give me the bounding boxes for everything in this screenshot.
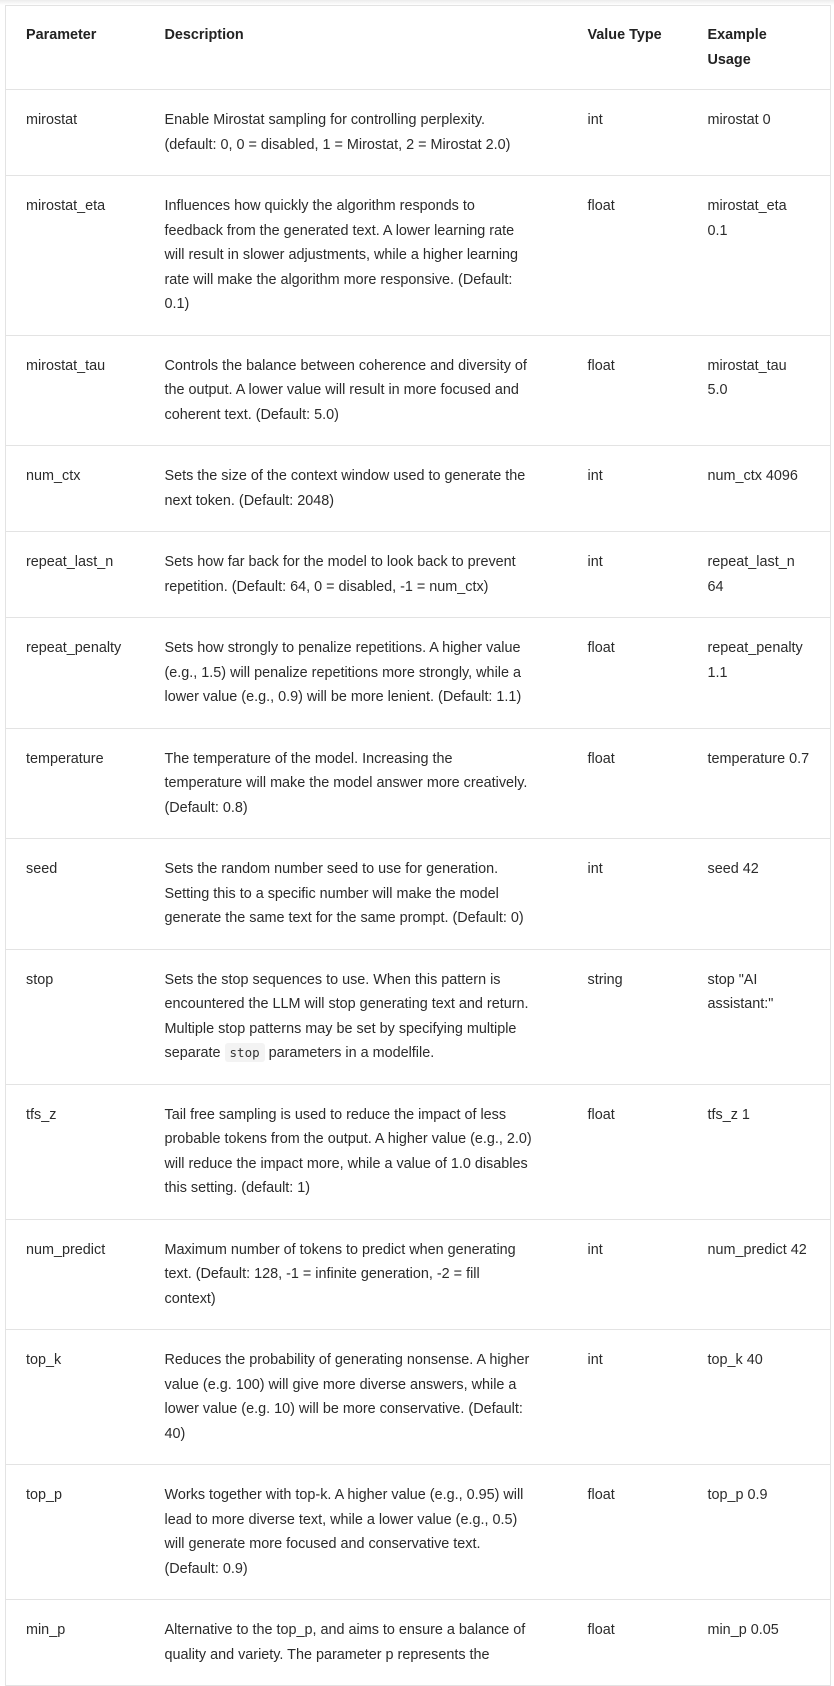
- cell-description: Sets the random number seed to use for generation. Setting this to a specific number will make the model generate the same text for the same prompt. (Default: 0): [145, 839, 568, 950]
- cell-description: Sets the size of the context window used to generate the next token. (Default: 2048): [145, 446, 568, 532]
- cell-example: mirostat_eta 0.1: [688, 176, 831, 336]
- cell-example: repeat_penalty 1.1: [688, 618, 831, 729]
- cell-description: Alternative to the top_p, and aims to ensure a balance of quality and variety. The parameter p represents the: [145, 1600, 568, 1686]
- cell-value-type: int: [568, 446, 688, 532]
- table-row: [6, 949, 831, 1084]
- table-row: [6, 532, 831, 618]
- description-text: Sets the stop sequences to use. When this pattern is encountered the LLM will stop generating text and return. Multiple stop patterns may be set by specifying multiple separate: [164, 971, 529, 1061]
- cell-description: Tail free sampling is used to reduce the impact of less probable tokens from the output. A higher value (e.g., 2.0) will reduce the impact more, while a value of 1.0 disables this setting. (default: 1): [145, 1084, 568, 1219]
- cell-value-type: float: [568, 176, 688, 336]
- cell-parameter: seed: [6, 839, 145, 950]
- cell-value-type: float: [568, 728, 688, 839]
- cell-description: The temperature of the model. Increasing the temperature will make the model answer more creatively. (Default: 0.8): [145, 728, 568, 839]
- cell-example: mirostat 0: [688, 90, 831, 176]
- cell-example: mirostat_tau 5.0: [688, 335, 831, 446]
- cell-example: num_predict 42: [688, 1219, 831, 1330]
- cell-value-type: string: [568, 949, 688, 1084]
- cell-parameter: top_p: [6, 1465, 145, 1600]
- cell-description: Sets how strongly to penalize repetitions. A higher value (e.g., 1.5) will penalize repetitions more strongly, while a lower value (e.g., 0.9) will be more lenient. (Default: 1.1): [145, 618, 568, 729]
- table-row: [6, 446, 831, 532]
- description-text: parameters in a modelfile.: [264, 1045, 435, 1061]
- table-row: [6, 176, 831, 336]
- table-body: [6, 90, 831, 1686]
- cell-value-type: float: [568, 618, 688, 729]
- cell-example: top_k 40: [688, 1330, 831, 1465]
- cell-value-type: int: [568, 532, 688, 618]
- cell-parameter: num_ctx: [6, 446, 145, 532]
- cell-parameter: num_predict: [6, 1219, 145, 1330]
- cell-parameter: repeat_penalty: [6, 618, 145, 729]
- table-row: [6, 1330, 831, 1465]
- cell-example: min_p 0.05: [688, 1600, 831, 1686]
- cell-description: Enable Mirostat sampling for controlling perplexity. (default: 0, 0 = disabled, 1 = Mirostat, 2 = Mirostat 2.0): [145, 90, 568, 176]
- cell-example: top_p 0.9: [688, 1465, 831, 1600]
- cell-value-type: int: [568, 839, 688, 950]
- header-value-type: Value Type: [568, 6, 688, 90]
- parameters-table: [5, 5, 831, 1686]
- cell-parameter: repeat_last_n: [6, 532, 145, 618]
- cell-example: repeat_last_n 64: [688, 532, 831, 618]
- cell-example: temperature 0.7: [688, 728, 831, 839]
- cell-parameter: top_k: [6, 1330, 145, 1465]
- cell-value-type: float: [568, 335, 688, 446]
- cell-parameter: tfs_z: [6, 1084, 145, 1219]
- table-row: [6, 90, 831, 176]
- cell-description: Influences how quickly the algorithm responds to feedback from the generated text. A lower learning rate will result in slower adjustments, while a higher learning rate will make the algorithm more responsive. (Default: 0.1): [145, 176, 568, 336]
- table-row: [6, 618, 831, 729]
- cell-parameter: temperature: [6, 728, 145, 839]
- cell-example: tfs_z 1: [688, 1084, 831, 1219]
- cell-description: [145, 949, 568, 1084]
- table-header: [6, 6, 831, 90]
- cell-value-type: float: [568, 1465, 688, 1600]
- header-parameter: Parameter: [6, 6, 145, 90]
- cell-parameter: stop: [6, 949, 145, 1084]
- cell-description: Reduces the probability of generating nonsense. A higher value (e.g. 100) will give more diverse answers, while a lower value (e.g. 10) will be more conservative. (Default: 40): [145, 1330, 568, 1465]
- cell-parameter: mirostat_eta: [6, 176, 145, 336]
- cell-value-type: float: [568, 1084, 688, 1219]
- table-row: [6, 335, 831, 446]
- table-row: [6, 1600, 831, 1686]
- header-description: Description: [145, 6, 568, 90]
- inline-code-stop: stop: [225, 1043, 265, 1062]
- cell-parameter: mirostat: [6, 90, 145, 176]
- cell-example: seed 42: [688, 839, 831, 950]
- table-row: [6, 1219, 831, 1330]
- cell-parameter: mirostat_tau: [6, 335, 145, 446]
- cell-description: Maximum number of tokens to predict when generating text. (Default: 128, -1 = infinite generation, -2 = fill context): [145, 1219, 568, 1330]
- cell-value-type: float: [568, 1600, 688, 1686]
- cell-description: Works together with top-k. A higher value (e.g., 0.95) will lead to more diverse text, while a lower value (e.g., 0.5) will generate more focused and conservative text. (Default: 0.9): [145, 1465, 568, 1600]
- table-row: [6, 728, 831, 839]
- cell-example: num_ctx 4096: [688, 446, 831, 532]
- cell-description: Controls the balance between coherence and diversity of the output. A lower value will result in more focused and coherent text. (Default: 5.0): [145, 335, 568, 446]
- cell-parameter: min_p: [6, 1600, 145, 1686]
- table-row: [6, 1465, 831, 1600]
- cell-value-type: int: [568, 90, 688, 176]
- cell-value-type: int: [568, 1330, 688, 1465]
- cell-value-type: int: [568, 1219, 688, 1330]
- cell-example: stop "AI assistant:": [688, 949, 831, 1084]
- header-example-usage: Example Usage: [688, 6, 831, 90]
- table-row: [6, 839, 831, 950]
- cell-description: Sets how far back for the model to look back to prevent repetition. (Default: 64, 0 = disabled, -1 = num_ctx): [145, 532, 568, 618]
- header-row: [6, 6, 831, 90]
- table-row: [6, 1084, 831, 1219]
